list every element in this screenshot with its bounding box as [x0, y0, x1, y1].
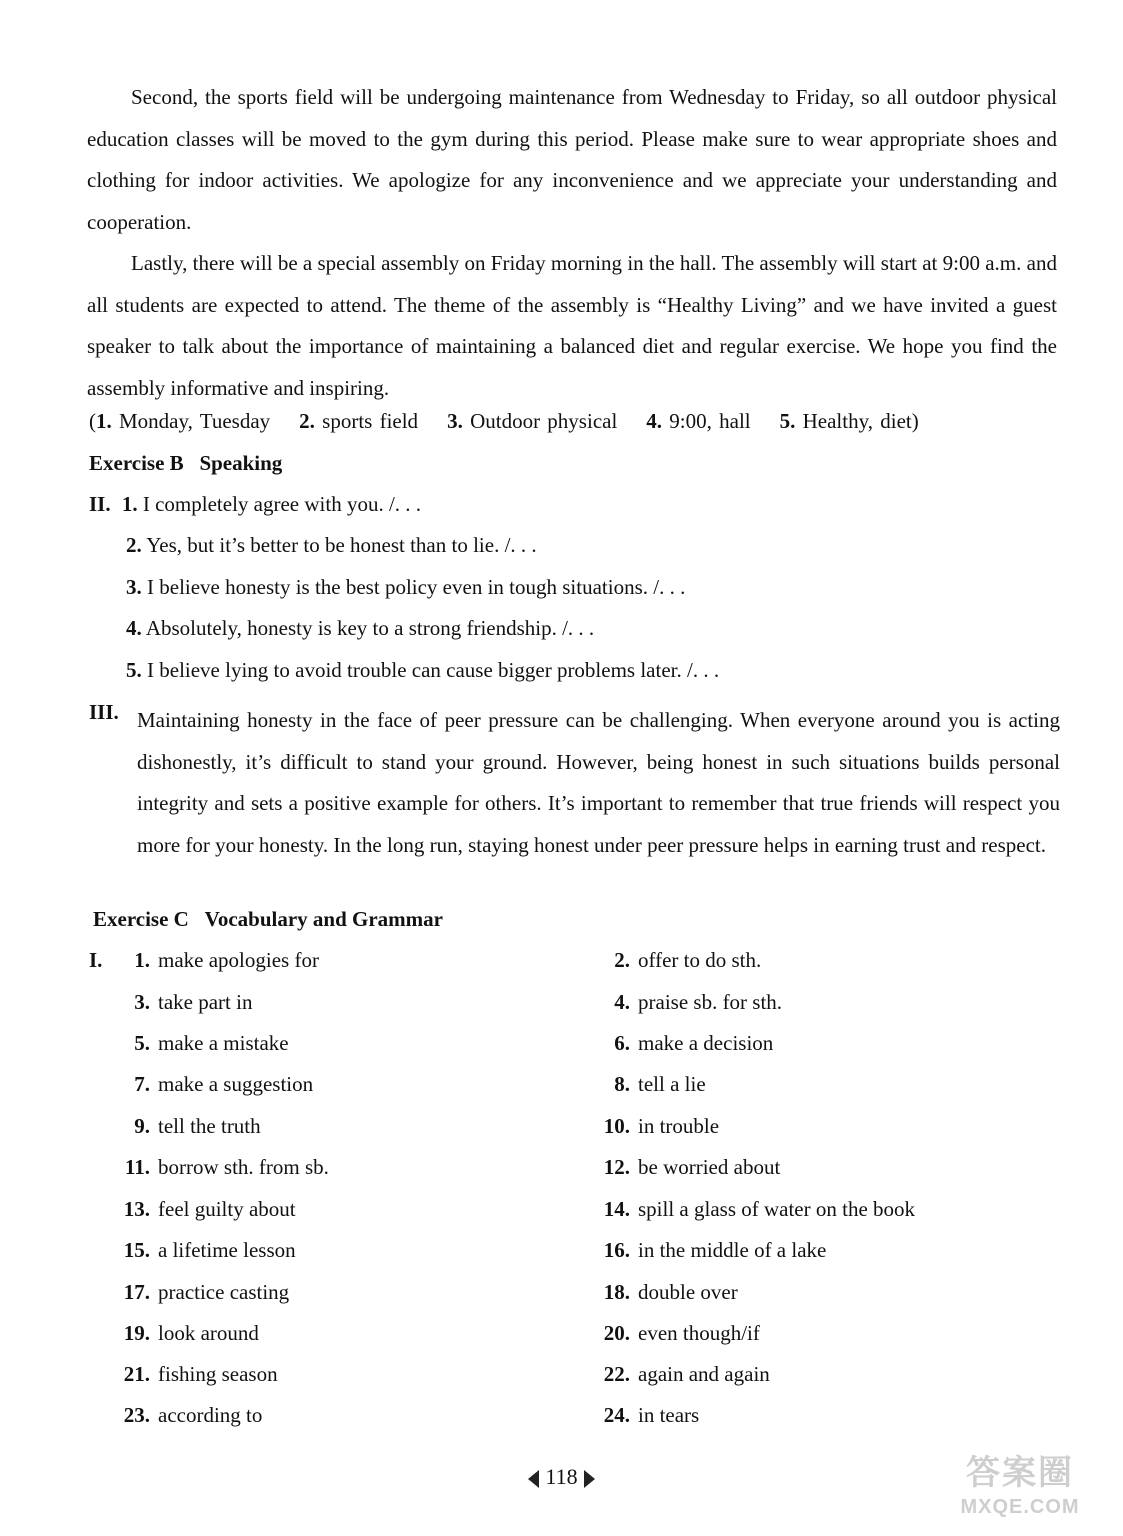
section-iii-paragraph: Maintaining honesty in the face of peer pressure can be challenging. When everyone around you is acting dishonestly, it’s difficult to stand your ground. However, being honest in such situations builds personal integrity and sets a positive example for others. It’s important to remember that true friends will respect you more for your honesty. In the long run, staying honest under peer pressure helps in earning trust and respect. — [137, 708, 1060, 857]
exercise-b-heading: Exercise B Speaking — [89, 451, 283, 475]
section-ii-item-3: 3. I believe honesty is the best policy even in tough situations. /. . . — [126, 575, 686, 599]
vocab-item-24: 24. in tears — [603, 1403, 700, 1427]
vocab-item-10: 10. in trouble — [603, 1114, 720, 1138]
vocab-item-18: 18. double over — [603, 1280, 738, 1304]
vocab-item-2: 2. offer to do sth. — [614, 948, 762, 972]
vocab-item-8: 8. tell a lie — [614, 1072, 706, 1096]
vocab-item-15: 15. a lifetime lesson — [123, 1238, 296, 1262]
vocab-item-1: 1. make apologies for — [134, 948, 319, 972]
vocab-item-9: 9. tell the truth — [134, 1114, 261, 1138]
triangle-right-icon — [584, 1470, 595, 1488]
page-number: 118 — [545, 1464, 578, 1489]
section-iii-label: III. — [89, 700, 119, 724]
answer-key-line: (1. Monday, Tuesday 2. sports field 3. Outdoor physical 4. 9:00, hall 5. Healthy, diet) — [89, 409, 919, 433]
vocab-item-6: 6. make a decision — [614, 1031, 774, 1055]
vocab-item-19: 19. look around — [123, 1321, 259, 1345]
vocab-item-22: 22. again and again — [603, 1362, 770, 1386]
section-ii-item-4: 4. Absolutely, honesty is key to a strong friendship. /. . . — [126, 616, 595, 640]
section-ii-item-5: 5. I believe lying to avoid trouble can cause bigger problems later. /. . . — [126, 658, 720, 682]
vocab-item-4: 4. praise sb. for sth. — [614, 990, 783, 1014]
passage-paragraph-2: Lastly, there will be a special assembly on Friday morning in the hall. The assembly will start at 9:00 a.m. and all students are expected to attend. The theme of the assembly is “Healthy Living” and we have invited a guest speaker to talk about the importance of maintaining a balanced diet and regular exercise. We hope you find the assembly informative and inspiring. — [87, 251, 1057, 400]
vocab-item-7: 7. make a suggestion — [134, 1072, 314, 1096]
triangle-left-icon — [528, 1470, 539, 1488]
vocab-item-14: 14. spill a glass of water on the book — [603, 1197, 916, 1221]
vocab-item-20: 20. even though/if — [603, 1321, 760, 1345]
vocab-item-12: 12. be worried about — [603, 1155, 781, 1179]
vocab-item-21: 21. fishing season — [123, 1362, 278, 1386]
vocab-item-23: 23. according to — [123, 1403, 263, 1427]
section-ii-item-2: 2. Yes, but it’s better to be honest than to lie. /. . . — [126, 533, 537, 557]
vocab-item-5: 5. make a mistake — [134, 1031, 289, 1055]
exercise-c-heading: Exercise C Vocabulary and Grammar — [93, 907, 443, 931]
section-ii-item-1: II. 1. I completely agree with you. /. . . — [89, 492, 422, 516]
vocab-item-13: 13. feel guilty about — [123, 1197, 296, 1221]
watermark-logo: 答案圈 MXQE.COM — [960, 1454, 1080, 1518]
exercise-c-section-label: I. — [89, 948, 103, 972]
vocab-item-16: 16. in the middle of a lake — [603, 1238, 827, 1262]
vocab-item-11: 11. borrow sth. from sb. — [124, 1155, 329, 1179]
vocab-item-3: 3. take part in — [134, 990, 253, 1014]
passage-paragraph-1: Second, the sports field will be undergoing maintenance from Wednesday to Friday, so all outdoor physical education classes will be moved to the gym during this period. Please make sure to wear appropriate shoes and clothing for indoor activities. We apologize for any inconvenience and we appreciate your understanding and cooperation. — [87, 85, 1057, 234]
vocab-item-17: 17. practice casting — [123, 1280, 290, 1304]
